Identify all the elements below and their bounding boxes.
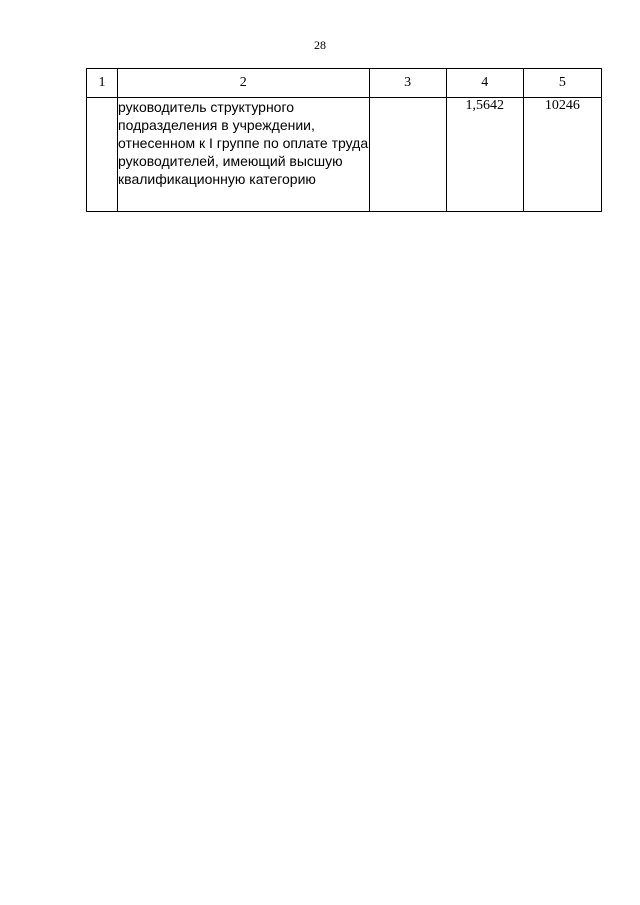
coefficient-cell: 1,5642	[446, 98, 523, 212]
column-3-cell	[369, 98, 446, 212]
row-number-cell	[87, 98, 118, 212]
column-header-1: 1	[87, 69, 118, 98]
salary-amount-cell: 10246	[523, 98, 601, 212]
column-header-4: 4	[446, 69, 523, 98]
table-header-row	[87, 69, 602, 98]
page-number: 28	[314, 38, 326, 52]
position-description-cell: руководитель структурного подразделения в учреждении, отнесенном к I группе по оплате труда руководителей, имеющий высшую квалификационную категорию	[118, 98, 369, 212]
column-header-5: 5	[523, 69, 601, 98]
column-header-2: 2	[118, 69, 369, 98]
table-row	[87, 98, 602, 212]
salary-table	[86, 68, 602, 212]
column-header-3: 3	[369, 69, 446, 98]
